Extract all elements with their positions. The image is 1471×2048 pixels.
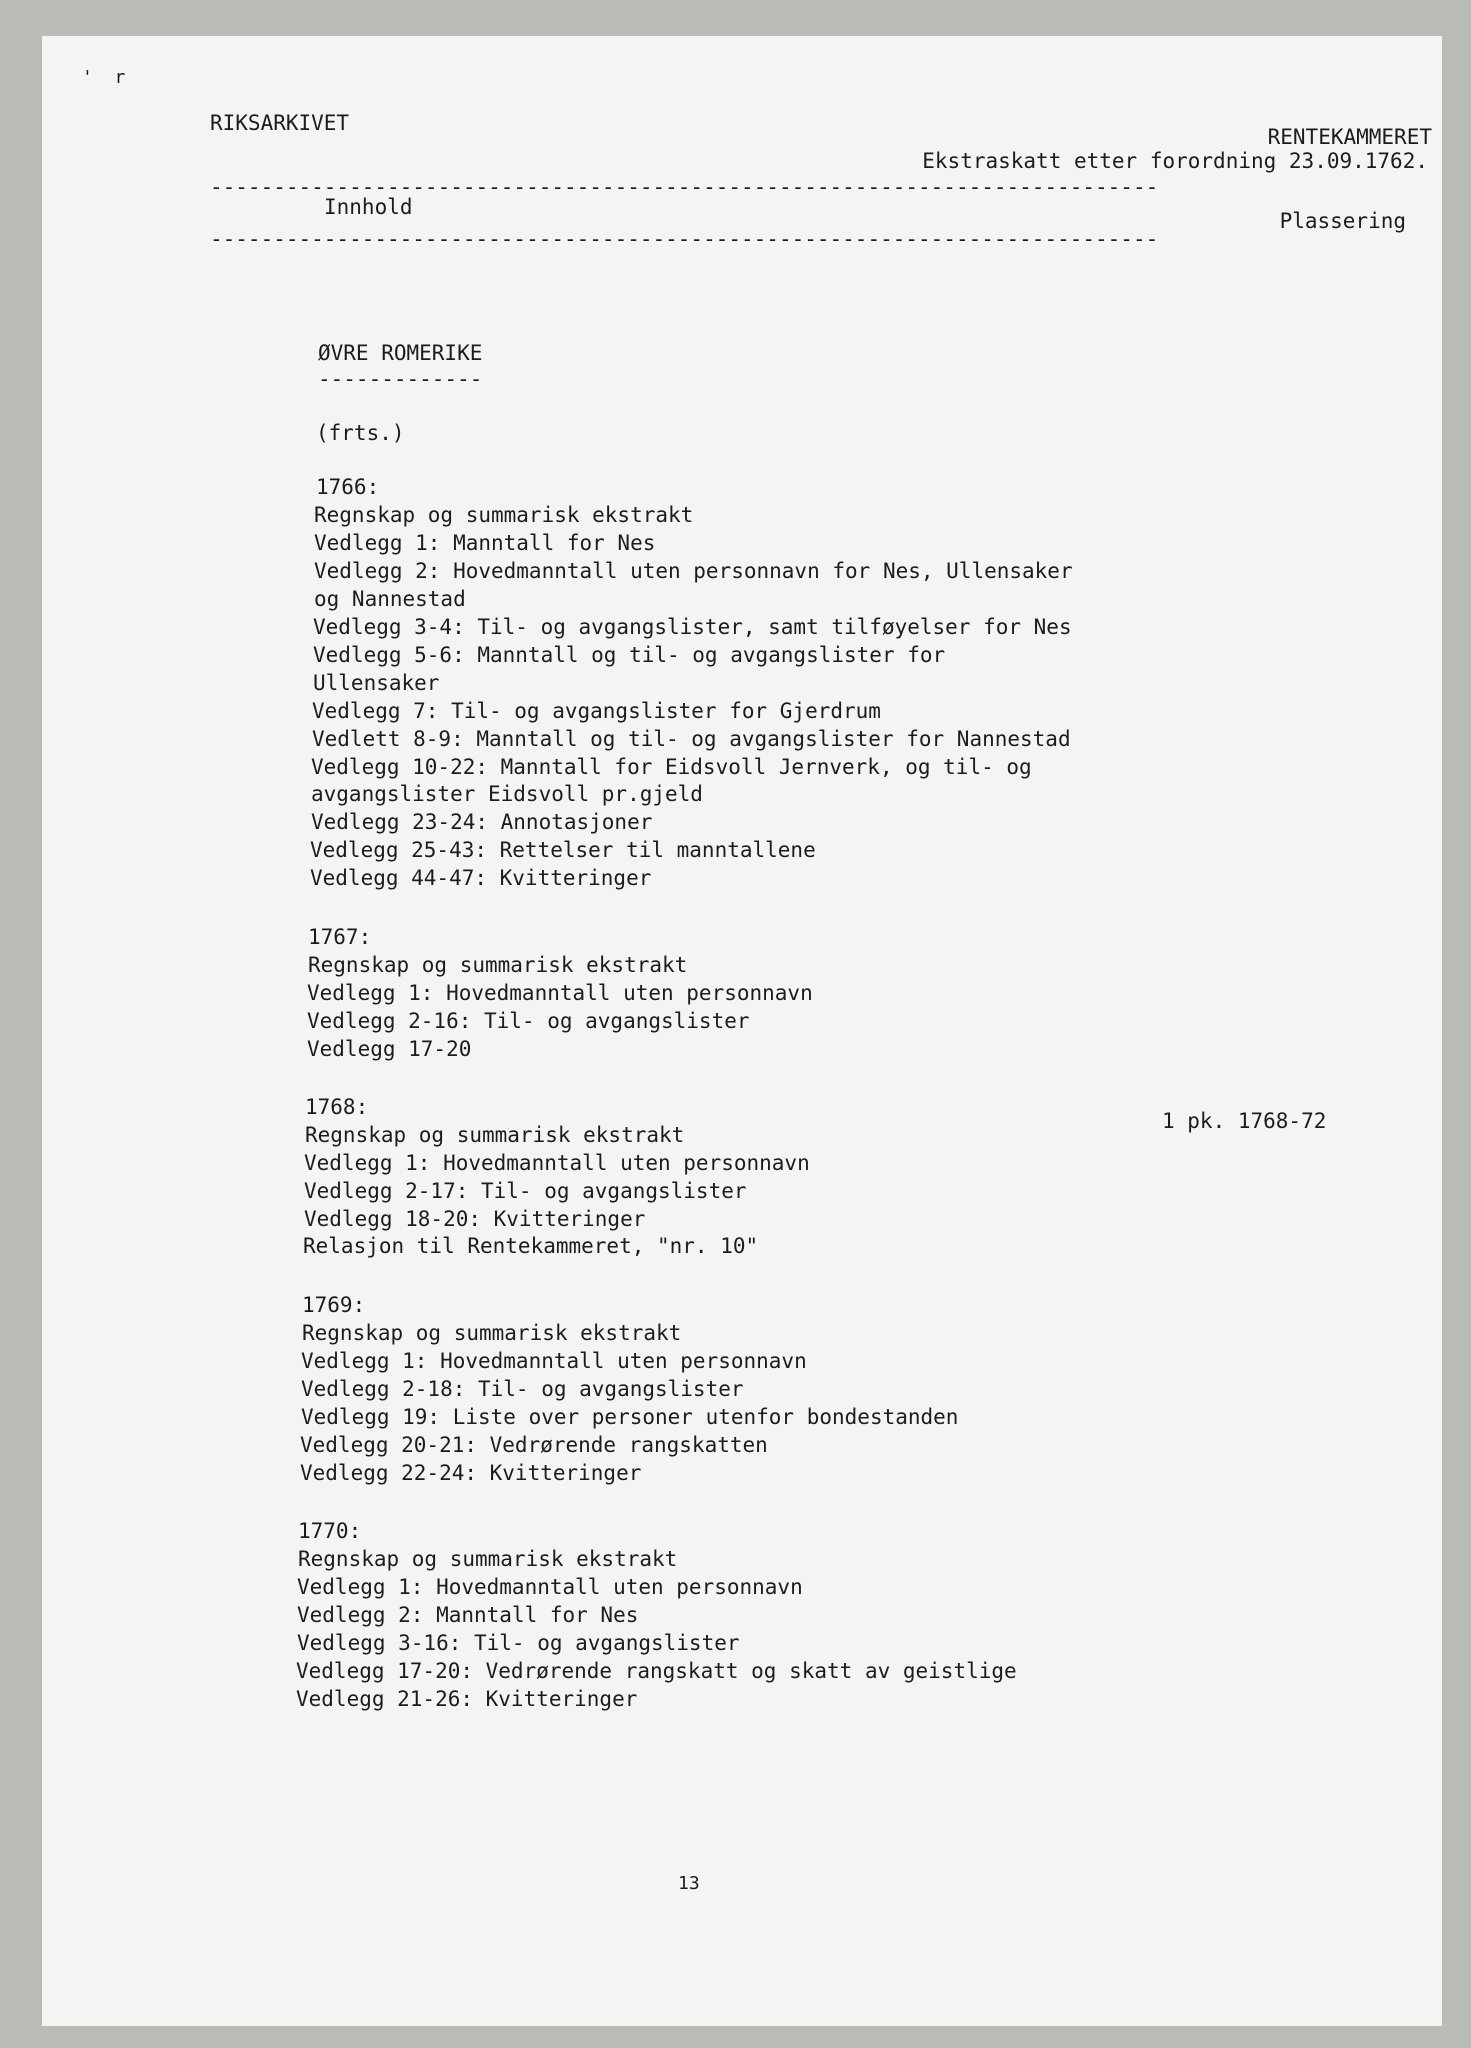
column-header-contents: Innhold [324, 195, 413, 219]
list-item: Vedlegg 44-47: Kvitteringer [310, 866, 652, 890]
list-item: Regnskap og summarisk ekstrakt [302, 1321, 682, 1345]
list-item: Vedlegg 10-22: Manntall for Eidsvoll Jernverk, og til- og [311, 755, 1032, 779]
department-name: RENTEKAMMERET [1267, 125, 1432, 149]
list-item: Vedlegg 2-16: Til- og avgangslister [307, 1009, 750, 1033]
column-header-placement: Plassering [1279, 209, 1406, 233]
page-number: 13 [678, 1873, 700, 1894]
year-heading: 1766: [316, 475, 380, 499]
list-item: Vedlegg 2-17: Til- og avgangslister [304, 1179, 747, 1203]
header-rule-top: --------------------------------------------------------------------------- [210, 175, 1159, 199]
section-title: ØVRE ROMERIKE [318, 341, 483, 365]
header-rule-bottom: --------------------------------------------------------------------------- [210, 227, 1159, 251]
list-item: Vedlegg 2: Hovedmanntall uten personnavn for Nes, Ullensaker [314, 559, 1073, 583]
list-item: Relasjon til Rentekammeret, "nr. 10" [303, 1234, 759, 1258]
list-item: avgangslister Eidsvoll pr.gjeld [311, 782, 703, 806]
year-heading: 1770: [298, 1519, 362, 1543]
list-item: og Nannestad [314, 587, 466, 611]
list-item: Vedlegg 25-43: Rettelser til manntallene [310, 838, 816, 862]
list-item: Vedlegg 2-18: Til- og avgangslister [301, 1377, 744, 1401]
list-item: Vedlegg 20-21: Vedrørende rangskatten [300, 1433, 768, 1457]
document-subtitle: Ekstraskatt etter forordning 23.09.1762. [922, 149, 1428, 173]
list-item: Vedlegg 18-20: Kvitteringer [304, 1207, 646, 1231]
list-item: Vedlegg 17-20: Vedrørende rangskatt og skatt av geistlige [296, 1659, 1017, 1683]
list-item: Regnskap og summarisk ekstrakt [298, 1547, 678, 1571]
list-item: Vedlegg 17-20 [307, 1037, 472, 1061]
list-item: Vedlegg 3-4: Til- og avgangslister, samt tilføyelser for Nes [313, 615, 1072, 639]
list-item: Vedlegg 1: Hovedmanntall uten personnavn [304, 1151, 810, 1175]
list-item: Vedlegg 22-24: Kvitteringer [300, 1461, 642, 1485]
list-item: Vedlegg 1: Manntall for Nes [314, 531, 656, 555]
year-heading: 1767: [308, 925, 372, 949]
continued-note: (frts.) [316, 421, 405, 445]
scan-marks: ' r [82, 67, 126, 88]
list-item: Ullensaker [313, 671, 440, 695]
placement-label: 1 pk. 1768-72 [1162, 1109, 1327, 1133]
list-item: Vedlegg 3-16: Til- og avgangslister [297, 1631, 740, 1655]
year-heading: 1769: [302, 1293, 366, 1317]
list-item: Vedlegg 1: Hovedmanntall uten personnavn [297, 1575, 803, 1599]
list-item: Vedlegg 7: Til- og avgangslister for Gjerdrum [312, 699, 881, 723]
list-item: Vedlegg 19: Liste over personer utenfor bondestanden [301, 1405, 959, 1429]
document-page [42, 36, 1442, 2026]
year-heading: 1768: [305, 1095, 369, 1119]
list-item: Vedlegg 21-26: Kvitteringer [296, 1687, 638, 1711]
list-item: Vedlett 8-9: Manntall og til- og avgangslister for Nannestad [312, 727, 1071, 751]
archive-name: RIKSARKIVET [210, 111, 350, 135]
list-item: Vedlegg 2: Manntall for Nes [297, 1603, 639, 1627]
list-item: Regnskap og summarisk ekstrakt [308, 953, 688, 977]
list-item: Vedlegg 1: Hovedmanntall uten personnavn [307, 981, 813, 1005]
list-item: Regnskap og summarisk ekstrakt [314, 503, 694, 527]
list-item: Vedlegg 5-6: Manntall og til- og avgangslister for [313, 643, 946, 667]
list-item: Regnskap og summarisk ekstrakt [305, 1123, 685, 1147]
list-item: Vedlegg 1: Hovedmanntall uten personnavn [301, 1349, 807, 1373]
list-item: Vedlegg 23-24: Annotasjoner [311, 810, 653, 834]
section-underline: ------------- [318, 367, 483, 391]
